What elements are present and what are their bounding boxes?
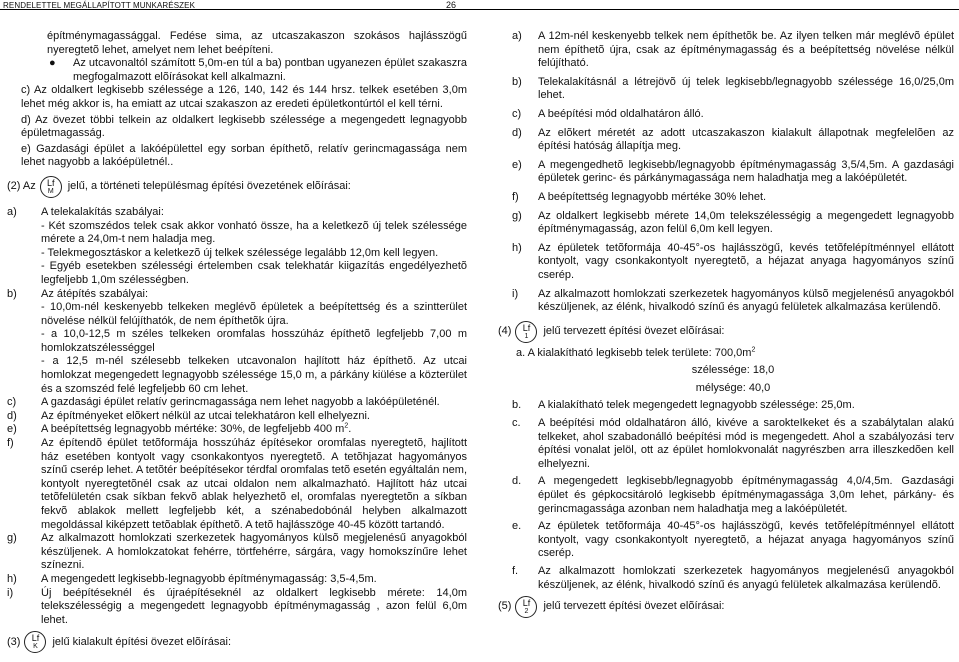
list-item (512, 210, 954, 237)
page-number: 26 (446, 0, 457, 10)
badge-bottom: 2 (524, 608, 529, 616)
item-text: Az elõkert méretét az adott utcaszakaszon kialakult állapotnak megfelelõen az építési hatóság állapítja meg. (538, 126, 954, 153)
lot-area-line (512, 347, 954, 361)
item-text-end: . (348, 423, 352, 436)
paragraph-e: e) Gazdasági épület a lakóépülettel egy sorban építhetõ, relatív gerincmagassága nem lehet nagyobb a lakóépületnél.. (21, 142, 467, 169)
section-number: (2) Az (7, 180, 36, 193)
list-item: - Telekmegosztáskor a keletkezõ új telkek szélessége legalább 12,0m kell legyen. (41, 246, 439, 259)
right-column (498, 30, 954, 618)
list-item (512, 159, 954, 186)
item-label: e) (7, 423, 17, 436)
badge-bottom: K (33, 643, 38, 651)
bullet-item (7, 57, 467, 84)
list-item (7, 206, 467, 220)
section-title: jelű tervezett építési övezet elõírásai: (543, 600, 725, 613)
list-item (512, 520, 954, 561)
running-header: RENDELETTEL MEGÁLLAPÍTOTT MUNKARÉSZEK (3, 1, 196, 10)
list-item (7, 437, 467, 532)
list-item (512, 108, 954, 122)
list-item (7, 288, 467, 302)
section-title: jelű tervezett építési övezet elõírásai: (543, 324, 725, 337)
item-text (41, 423, 467, 437)
item-label: c) (512, 107, 522, 120)
list-item (512, 565, 954, 592)
item-text: A telekalakítás szabályai: (41, 205, 164, 218)
item-label: a) (512, 30, 522, 42)
item-text: Az oldalkert legkisebb mérete 14,0m telekszélességig a megengedett legnagyobb építménymagasság, azon felül 6,0m kell legyen. (538, 209, 954, 236)
list-item: - Két szomszédos telek csak akkor vonható össze, ha a keletkezõ új telek szélessége mérete a 24,0m-t nem haladja meg. (41, 219, 467, 246)
item-label: f) (512, 190, 519, 203)
bullet-text: Az utcavonaltól számított 5,0m-en túl a ba) pontban ugyanezen épület szakaszra megfogalmazott elõírásokat kell alkalmazni. (73, 57, 467, 83)
item-label: d) (512, 126, 522, 139)
item-label: c. (512, 417, 521, 430)
item-text: Az épületek tetõformája 40-45°-os hajlásszögű, kevés tetõfelépítménnyel ellátott kontyolt, vagy csonkakontyolt nyeregtetõ, a héjazat anyaga hagyományos színű cserép. (538, 241, 954, 281)
list-item (512, 417, 954, 471)
list-item: - Egyéb esetekben szélességi értelemben csak telekhatár kiigazítás engedélyezhetõ legfeljebb 1,0m szélességben. (41, 260, 467, 286)
item-label: c) (7, 396, 17, 409)
zone-badge-icon (515, 321, 537, 343)
item-label: h) (7, 572, 17, 585)
item-label: i) (7, 586, 14, 599)
item-text: Az építendõ épület tetõformája hosszúház építésekor oromfalas nyeregtetõ, hajlított ház esetében kontyolt vagy csonkakontyos nyeregtetõ. A tetõhjazat hagyományos színű cserép lehet. A tetõtér beépítésekor térdfal oromfalas tetõ esetén egyáltalán nem, kontyolt nyeregtetõnél csak az utcai oldalon nem alkalmazható. Hajlított ház utcai tetõfelületén csak síkban fekvõ ablak helyezhetõ el, oromfalas nyeregtetõn a síkban fekvõ ablakok mellett legfeljebb két, a szénabedobónál helyben alkalmazott megoldással kiképzett tetõablak építhetõ. A tetõ hajlásszöge 40-45 között tartandó. (41, 437, 467, 531)
item-text: A 12m-nél keskenyebb telkek nem építhetõk be. Az ilyen telken már meglévõ épület nem építhetõ újra, csak az építménymagasság és a beépítettség növelése nélkül felújítható. (538, 30, 954, 70)
badge-top: Lf (46, 177, 55, 188)
list-item (7, 396, 467, 410)
item-label: h) (512, 241, 522, 254)
section-2-heading (7, 176, 467, 198)
item-text: Az alkalmazott homlokzati szerkezetek hagyományos megjelenésű anyagokból készüljenek, az élénk, hivalkodó színű és anyagú felületek alkalmazása kerülendõ. (538, 565, 954, 591)
zone-badge-icon (40, 176, 62, 198)
item-text: A gazdasági épület relatív gerincmagassága nem lehet nagyobb a lakóépületénél. (41, 396, 440, 409)
item-label: d. (512, 475, 522, 488)
item-label: b. (512, 399, 522, 412)
list-item (512, 288, 954, 315)
left-column (7, 30, 467, 653)
list-item (512, 399, 954, 413)
section-number: (3) (7, 635, 21, 648)
item-text: A beépítési mód oldalhatáron álló, kivéve a sarokteIkeket és a szabálytalan alakú telkeket, ahol szabadonálló beépítési mód is megengedett. Ahol a szabályozási terv építési vonalat jelöl, ott az épület homlokvonalát nagyrészben arra illeszkedõen kell elhelyezni. (538, 417, 954, 470)
item-label: e) (512, 158, 522, 171)
item-label: g) (512, 209, 522, 222)
lot-width-line: szélessége: 18,0 (691, 364, 775, 377)
list-item (7, 573, 467, 587)
section-5-heading (498, 596, 954, 618)
lot-depth-line: mélysége: 40,0 (695, 381, 771, 394)
lot-area-text: a. A kialakítható legkisebb telek területe: 700,0m (516, 346, 752, 359)
item-text: A beépítettség legnagyobb mértéke 30% lehet. (538, 190, 767, 203)
item-text: Az alkalmazott homlokzati szerkezetek hagyományos külsõ megjelenésű anyagokból készüljenek, az élénk, hivalkodó színű és anyagú felületek alkalmazása kerülendõ. (538, 287, 954, 314)
list-item (7, 423, 467, 437)
item-label: d) (7, 409, 17, 422)
list-item (512, 127, 954, 154)
item-text: Telekalakításnál a létrejövõ új telek legkisebb/legnagyobb szélessége 16,0/25,0m lehet. (538, 75, 954, 102)
section-title: jelű kialakult építési övezet elõírásai: (52, 635, 231, 648)
section-number: (5) (498, 600, 512, 613)
item-label: i) (512, 287, 519, 300)
list-item (512, 475, 954, 516)
list-item (7, 410, 467, 424)
section-3-heading (7, 631, 467, 653)
list-item (512, 191, 954, 205)
badge-top: Lf (31, 633, 40, 644)
item-text: Új beépítéseknél és újraépítéseknél az oldalkert legkisebb mérete: 14,0m telekszélességig a megengedett legnagyobb építménymagasság , azon felül 6,0m lehet. (41, 586, 467, 626)
item-text: Az épületek tetõformája 40-45°-os hajlásszögű, kevés tetõfelépítménnyel ellátott kontyolt, vagy csonkakontyolt nyeregtetõ, a héjazat anyaga hagyományos színű cserép. (538, 520, 954, 560)
item-label: a) (7, 205, 17, 218)
item-text: Az átépítés szabályai: (41, 287, 149, 300)
item-label: b) (7, 287, 17, 300)
item-text: A megengedett legkisebb-legnagyobb építménymagasság: 3,5-4,5m. (41, 572, 377, 585)
header-rule (0, 9, 959, 10)
list-item (512, 30, 954, 71)
item-text: Az építményeket elõkert nélkül az utcai telekhatáron kell elhelyezni. (41, 409, 370, 422)
section-number: (4) (498, 324, 512, 337)
item-text: A beépítési mód oldalhatáron álló. (538, 107, 704, 120)
section-title: jelű, a történeti településmag építési övezetének elõírásai: (67, 180, 351, 193)
item-text: A kialakítható telek megengedett legnagyobb szélessége: 25,0m. (538, 399, 855, 412)
item-text-main: A beépítettség legnagyobb mértéke: 30%, de legfeljebb 400 m (41, 423, 345, 436)
item-label: b) (512, 75, 522, 88)
list-item: - a 10,0-12,5 m széles telkeken oromfalas hosszúház építhetõ legfeljebb 7,00 m homlokzatszélességgel (41, 328, 467, 354)
intro-paragraph: építménymagassággal. Fedése sima, az utcaszakaszon szokásos hajlásszögű nyeregtetõ lehet, amelyet nem lehet beépíteni. (47, 30, 467, 56)
list-item (7, 532, 467, 573)
badge-top: Lf (522, 322, 531, 333)
badge-top: Lf (522, 598, 531, 609)
list-item (512, 242, 954, 283)
list-item (7, 587, 467, 628)
superscript: 2 (344, 422, 349, 430)
item-text: A megengedhetõ legkisebb/legnagyobb építménymagasság 3,5/4,5m. A gazdasági épületek gerinc- és párkánymagassága nem haladhatja meg a lakóépületét. (538, 158, 954, 185)
paragraph-d: d) Az övezet többi telkein az oldalkert legkisebb szélessége a megengedett legnagyobb épületmagasság. (21, 113, 467, 140)
item-text: A megengedett legkisebb/legnagyobb építménymagasság 4,0/4,5m. Gazdasági épület és gépkocsitároló legkisebb építménymagassága 3,0m lehet, párkány- és gerincmagassága azonban nem haladhatja meg a lakóépületét. (538, 475, 954, 515)
badge-bottom: M (47, 187, 54, 195)
item-label: g) (7, 532, 17, 545)
item-label: e. (512, 520, 522, 533)
superscript: 2 (751, 346, 756, 354)
list-item: - a 12,5 m-nél szélesebb telkeken utcavonalon hajlított ház építhetõ. Az utcai homlokzat megengedett legnagyobb szélessége 15,0 m, a párkány kiülése a közterület és a szomszéd felé legfeljebb 60 cm lehet. (41, 355, 467, 395)
paragraph-c: c) Az oldalkert legkisebb szélessége a 126, 140, 142 és 144 hrsz. telkek esetében 3,0m lehet még akkor is, ha emiatt az utcai szakaszon az eredeti épületkontúrtól el kell térni. (21, 84, 467, 110)
list-item: - 10,0m-nél keskenyebb telkeken meglévõ épületek a beépítettség és a szintterület növelése nélkül felújíthatók, de nem építhetõk újra. (41, 301, 467, 327)
badge-bottom: 1 (524, 332, 529, 340)
zone-badge-icon (24, 631, 46, 653)
list-item (512, 76, 954, 103)
zone-badge-icon (515, 596, 537, 618)
item-label: f. (512, 565, 519, 577)
item-text: Az alkalmazott homlokzati szerkezetek hagyományos külsõ megjelenésű anyagokból készüljenek. A homlokzatokat fehérre, törtfehérre, sárgára, vagy homokszínűre lehet színezni. (41, 532, 467, 572)
bullet-dot-icon: ● (49, 57, 56, 70)
item-label: f) (7, 437, 14, 450)
section-4-heading (498, 321, 954, 343)
